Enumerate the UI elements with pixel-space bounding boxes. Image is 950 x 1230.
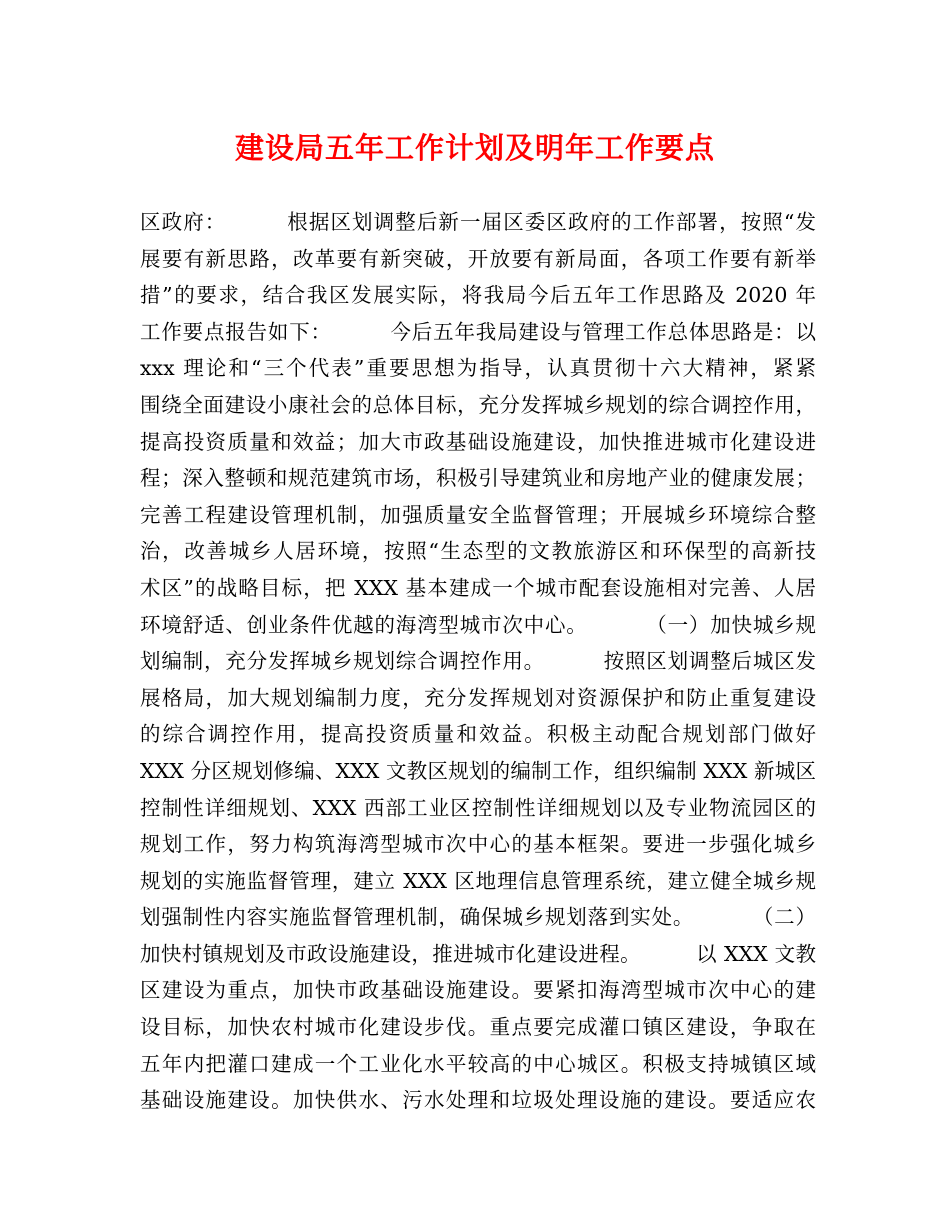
document-title: 建设局五年工作计划及明年工作要点 [234, 131, 715, 165]
body-line: 完善工程建设管理机制，加强质量安全监督管理；开展城乡环境综合整 [140, 502, 816, 527]
body-line: 程；深入整顿和规范建筑市场，积极引导建筑业和房地产业的健康发展； [140, 466, 816, 491]
body-line: xxx 理论和“三个代表”重要思想为指导，认真贯彻十六大精神，紧紧 [140, 356, 816, 381]
body-line: 展要有新思路，改革要有新突破，开放要有新局面，各项工作要有新举 [140, 246, 816, 271]
body-line: 展格局，加大规划编制力度，充分发挥规划对资源保护和防止重复建设 [140, 685, 816, 710]
body-line: 措”的要求，结合我区发展实际，将我局今后五年工作思路及 2020 年 [140, 283, 816, 308]
body-line: 区政府： 根据区划调整后新一届区委区政府的工作部署，按照“发 [140, 210, 816, 234]
body-line: 的综合调控作用，提高投资质量和效益。积极主动配合规划部门做好 [140, 722, 816, 747]
body-line: 围绕全面建设小康社会的总体目标，充分发挥城乡规划的综合调控作用， [140, 392, 816, 417]
document-body [140, 204, 816, 1119]
body-line: XXX 分区规划修编、XXX 文教区规划的编制工作，组织编制 XXX 新城区 [140, 758, 816, 783]
body-line: 规划的实施监督管理，建立 XXX 区地理信息管理系统，建立健全城乡规 [140, 868, 816, 893]
body-line: 划编制，充分发挥城乡规划综合调控作用。 按照区划调整后城区发 [140, 649, 816, 674]
body-line: 五年内把灌口建成一个工业化水平较高的中心城区。积极支持城镇区域 [140, 1051, 816, 1076]
body-line: 划强制性内容实施监督管理机制，确保城乡规划落到实处。 （二） [140, 905, 816, 930]
body-line: 术区”的战略目标，把 XXX 基本建成一个城市配套设施相对完善、人居 [140, 575, 816, 600]
body-line: 区建设为重点，加快市政基础设施建设。要紧扣海湾型城市次中心的建 [140, 978, 816, 1003]
body-line: 设目标，加快农村城市化建设步伐。重点要完成灌口镇区建设，争取在 [140, 1015, 816, 1040]
body-line: 工作要点报告如下： 今后五年我局建设与管理工作总体思路是：以 [140, 319, 816, 344]
body-line: 基础设施建设。加快供水、污水处理和垃圾处理设施的建设。要适应农 [140, 1088, 816, 1113]
body-line: 规划工作，努力构筑海湾型城市次中心的基本框架。要进一步强化城乡 [140, 832, 816, 857]
body-line: 控制性详细规划、XXX 西部工业区控制性详细规划以及专业物流园区的 [140, 795, 816, 820]
body-line: 环境舒适、创业条件优越的海湾型城市次中心。 （一）加快城乡规 [140, 612, 816, 637]
body-line: 加快村镇规划及市政设施建设，推进城市化建设进程。 以 XXX 文教 [140, 941, 816, 966]
body-line: 提高投资质量和效益；加大市政基础设施建设，加快推进城市化建设进 [140, 429, 816, 454]
body-line: 治，改善城乡人居环境，按照“生态型的文教旅游区和环保型的高新技 [140, 539, 816, 564]
